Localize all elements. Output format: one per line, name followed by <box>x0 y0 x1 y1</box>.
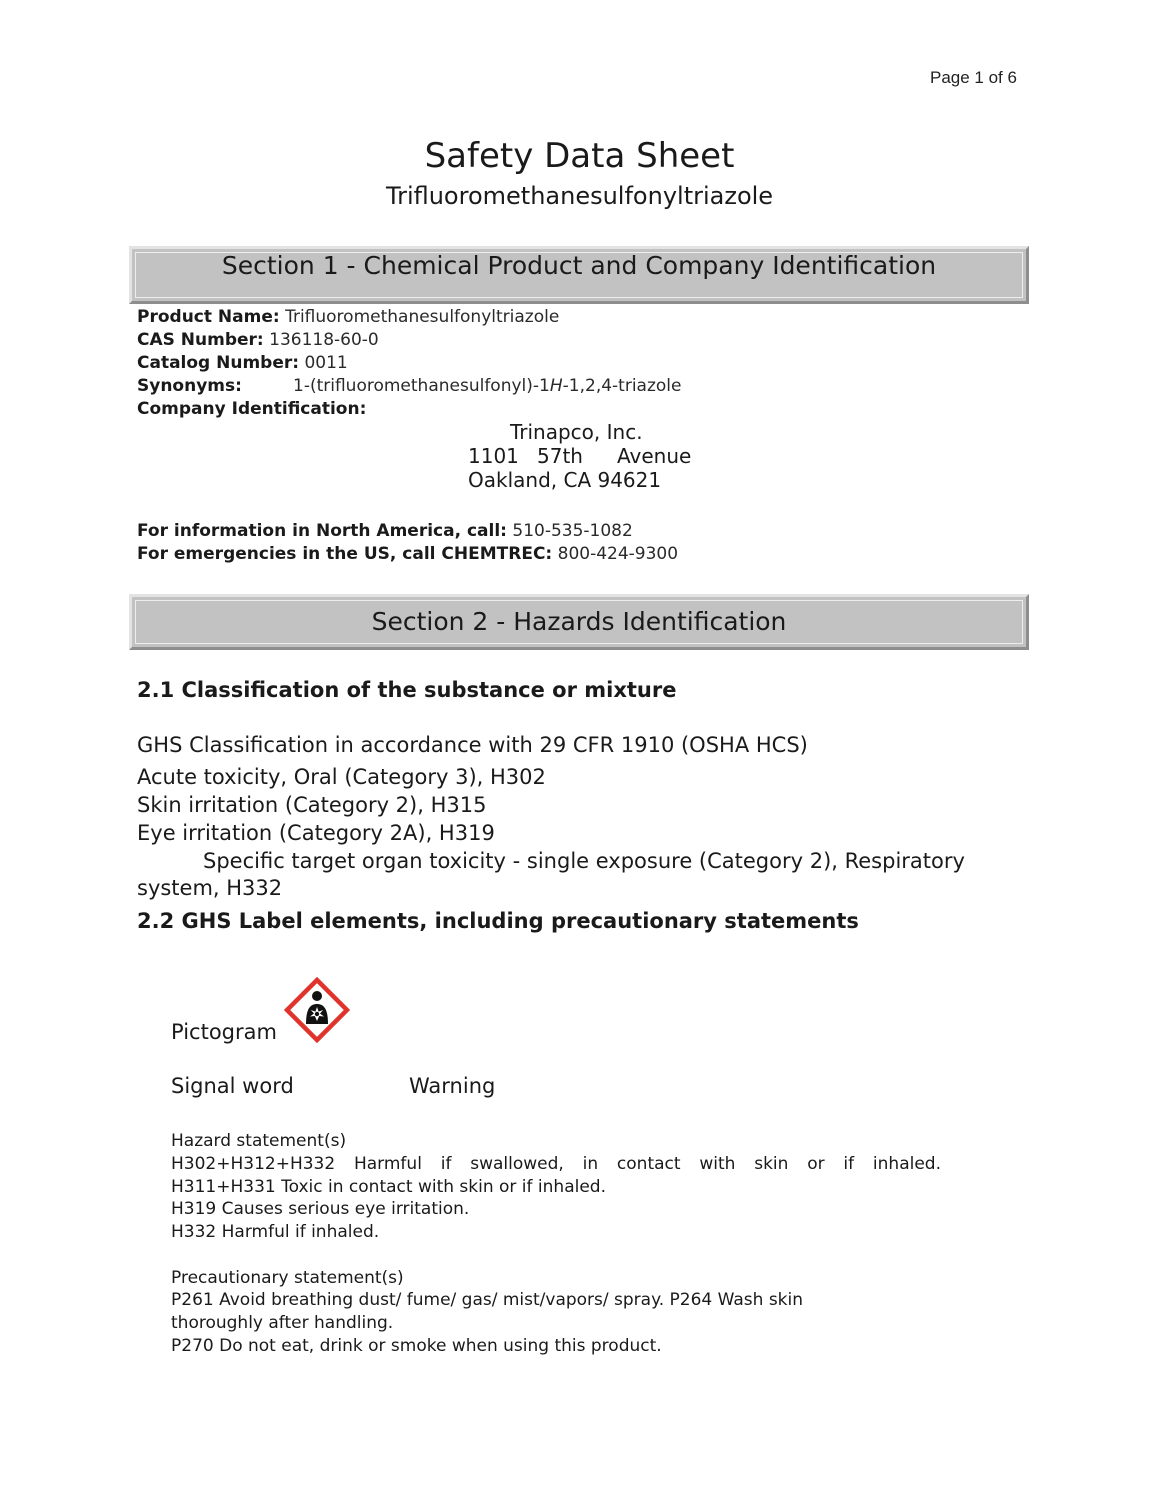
hazard-statement <box>171 1153 941 1176</box>
stot-line-1: Specific target organ toxicity - single exposure (Category 2), Respiratory <box>203 849 965 873</box>
synonyms-prefix: 1-(trifluoromethanesulfonyl)-1 <box>293 376 550 396</box>
company-identification-label: Company Identification: <box>137 399 367 419</box>
precautionary-statements-heading: Precautionary statement(s) <box>171 1268 404 1288</box>
signal-word-value: Warning <box>409 1074 496 1098</box>
precautionary-statement: thoroughly after handling. <box>171 1313 394 1333</box>
health-hazard-icon <box>284 977 350 1043</box>
page-number: Page 1 of 6 <box>930 68 1017 87</box>
catalog-number-label: Catalog Number: <box>137 353 300 373</box>
classification-item: Eye irritation (Category 2A), H319 <box>137 821 495 845</box>
info-phone-value[interactable]: 510-535-1082 <box>512 521 633 541</box>
document-subtitle: Trifluoromethanesulfonyltriazole <box>385 182 774 210</box>
subsection-2-1-heading: 2.1 Classification of the substance or mixture <box>137 678 677 702</box>
product-name-row <box>137 306 559 328</box>
synonyms-suffix: -1,2,4-triazole <box>562 376 682 396</box>
address-city: Oakland, CA 94621 <box>468 468 662 492</box>
ghs-classification-line: GHS Classification in accordance with 29 CFR 1910 (OSHA HCS) <box>137 733 808 757</box>
section-1-header <box>129 246 1029 304</box>
product-name-value: Trifluoromethanesulfonyltriazole <box>285 307 560 327</box>
info-phone-label: For information in North America, call: <box>137 521 507 541</box>
document-title: Safety Data Sheet <box>424 136 735 176</box>
cas-number-value: 136118-60-0 <box>269 330 379 350</box>
synonyms-row <box>137 375 242 397</box>
address-street: 57th <box>537 444 583 468</box>
subsection-2-2-heading: 2.2 GHS Label elements, including precautionary statements <box>137 909 859 933</box>
classification-item: Acute toxicity, Oral (Category 3), H302 <box>137 765 546 789</box>
section-2-header <box>129 594 1029 650</box>
company-identification-row <box>137 398 366 420</box>
hazard-statement: H311+H331 Toxic in contact with skin or if inhaled. <box>171 1177 606 1197</box>
stot-line-2: system, H332 <box>137 876 283 900</box>
pictogram-label: Pictogram <box>171 1020 277 1044</box>
company-name: Trinapco, Inc. <box>510 420 643 444</box>
hazard-statement-text: H302+H312+H332 Harmful if swallowed, in contact with skin or if inhaled. <box>171 1154 941 1174</box>
synonyms-italic: H <box>549 376 563 396</box>
address-number: 1101 <box>468 444 519 468</box>
hazard-statements-heading: Hazard statement(s) <box>171 1131 347 1151</box>
section-2-title: Section 2 - Hazards Identification <box>371 607 787 636</box>
product-name-label: Product Name: <box>137 307 280 327</box>
classification-item: Skin irritation (Category 2), H315 <box>137 793 487 817</box>
catalog-number-value: 0011 <box>304 353 348 373</box>
cas-number-label: CAS Number: <box>137 330 264 350</box>
synonyms-value <box>293 375 681 397</box>
info-phone-row <box>137 520 633 542</box>
section-1-title: Section 1 - Chemical Product and Company Identification <box>221 251 937 280</box>
precautionary-statement: P261 Avoid breathing dust/ fume/ gas/ mist/vapors/ spray. P264 Wash skin <box>171 1290 804 1310</box>
emergency-phone-row <box>137 543 678 565</box>
emergency-phone-label: For emergencies in the US, call CHEMTREC: <box>137 544 553 564</box>
address-type: Avenue <box>617 444 692 468</box>
hazard-statement: H332 Harmful if inhaled. <box>171 1222 380 1242</box>
emergency-phone-value[interactable]: 800-424-9300 <box>557 544 679 564</box>
cas-number-row <box>137 329 379 351</box>
catalog-number-row <box>137 352 348 374</box>
precautionary-statement: P270 Do not eat, drink or smoke when using this product. <box>171 1336 662 1356</box>
synonyms-label: Synonyms: <box>137 376 242 396</box>
signal-word-label: Signal word <box>171 1074 294 1098</box>
hazard-statement: H319 Causes serious eye irritation. <box>171 1199 470 1219</box>
